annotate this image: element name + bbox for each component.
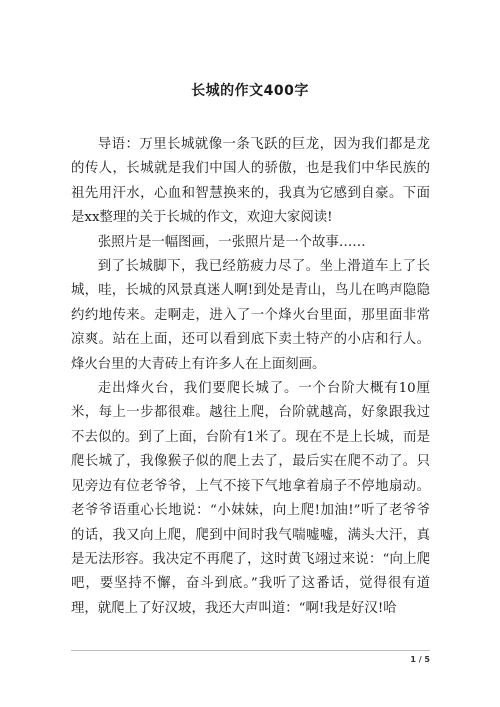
document-body [71, 133, 430, 621]
page-number: 1 / 5 [410, 655, 430, 664]
document-title: 长城的作文400字 [191, 83, 309, 99]
paragraph-climb: 走出烽火台，我们要爬长城了。一个台阶大概有10厘米，每上一步都很难。越往上爬，台阶就越高，好象跟我过不去似的。到了上面，台阶有1米了。现在不是上长城，而是爬长城了，我像猴子似的爬上去了，最后实在爬不动了。只见旁边有位老爷爷，上气不接下气地拿着扇子不停地扇动。老爷爷语重心长地说：“小妹妹，向上爬!加油!”听了老爷爷的话，我又向上爬，爬到中间时我气喘嘘嘘，满头大汗，真是无法形容。我决定不再爬了，这时黄飞翊过来说：“向上爬吧，要坚持不懈，奋斗到底。”我听了这番话，觉得很有道理，就爬上了好汉坡，我还大声叫道：“啊!我是好汉!哈 [71, 381, 430, 616]
paragraph-photo: 张照片是一幅图画，一张照片是一个故事…… [97, 234, 366, 250]
paragraph-intro: 导语：万里长城就像一条飞跃的巨龙，因为我们都是龙的传人，长城就是我们中国人的骄傲，也是我们中华民族的祖先用汗水，心血和智慧换来的，我真为它感到自豪。下面是xx整理的关于长城的作文，欢迎大家阅读! [71, 137, 430, 226]
paragraph-arrival: 到了长城脚下，我已经筋疲力尽了。坐上滑道车上了长城，哇，长城的风景真迷人啊!到处是青山，鸟儿在鸣声隐隐约约地传来。走啊走，进入了一个烽火台里面，那里面非常凉爽。站在上面，还可以看到底下卖土特产的小店和行人。烽火台里的大青砖上有许多人在上面刻画。 [71, 259, 430, 372]
footer-divider [71, 650, 430, 651]
